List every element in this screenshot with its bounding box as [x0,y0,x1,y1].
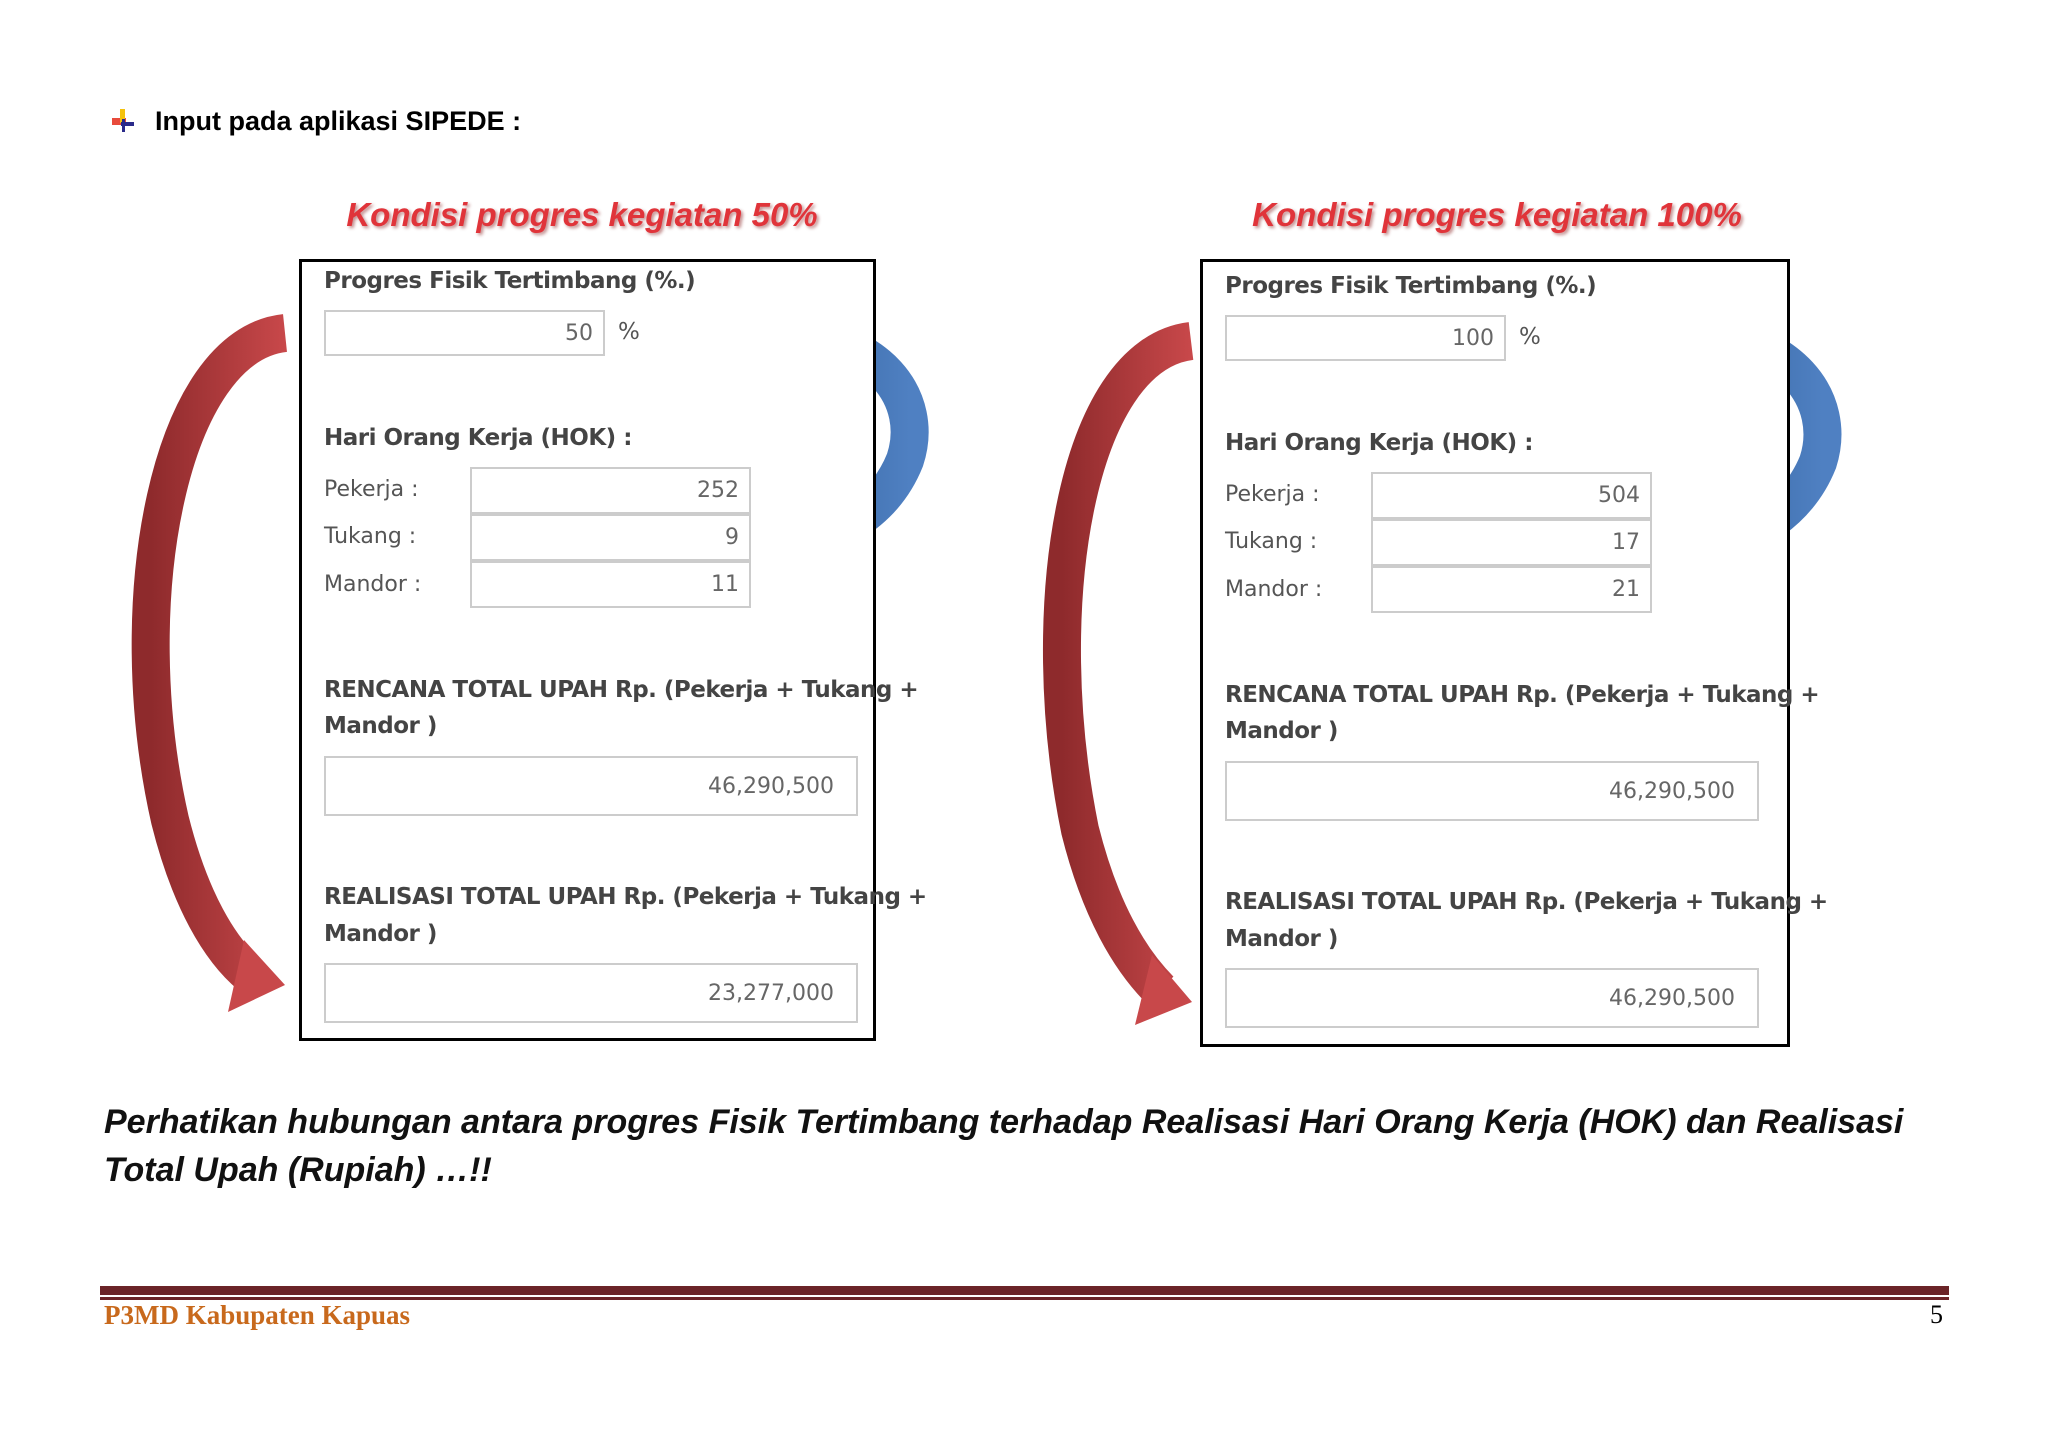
hok-label: Hari Orang Kerja (HOK) : [1225,430,1533,456]
rencana-label-cont: Mandor ) [1225,718,1338,744]
sipede-form-100 [1200,259,1828,1047]
realisasi-input[interactable]: 23,277,000 [324,963,858,1023]
panel-title-100: Kondisi progres kegiatan 100% [1252,196,1742,233]
rencana-input[interactable]: 46,290,500 [1225,761,1759,821]
realisasi-label: REALISASI TOTAL UPAH Rp. (Pekerja + Tukang + [1225,889,1828,915]
tukang-label: Tukang : [324,524,417,549]
pekerja-label: Pekerja : [324,477,419,502]
pekerja-input[interactable]: 252 [470,467,751,514]
percent-sign: % [1519,324,1541,350]
percent-sign: % [618,319,640,345]
mandor-input[interactable]: 11 [470,561,751,608]
progress-input[interactable]: 100 [1225,315,1506,361]
realisasi-label-cont: Mandor ) [324,921,437,947]
red-arrow-right-icon [1062,341,1192,1025]
footer-divider [100,1286,1949,1297]
rencana-label-cont: Mandor ) [324,713,437,739]
panel-title-50: Kondisi progres kegiatan 50% [346,196,818,233]
progress-label: Progres Fisik Tertimbang (%.) [324,268,696,294]
footer-text: P3MD Kabupaten Kapuas [104,1300,411,1330]
tukang-input[interactable]: 9 [470,514,751,561]
mandor-label: Mandor : [324,572,422,597]
pekerja-input[interactable]: 504 [1371,472,1652,519]
red-arrow-left-icon [151,333,285,1012]
page-number: 5 [1930,1300,1943,1329]
mandor-label: Mandor : [1225,577,1323,602]
tukang-input[interactable]: 17 [1371,519,1652,566]
sipede-form-50 [299,259,927,1041]
note-line-2: Total Upah (Rupiah) …!! [104,1151,492,1189]
section-heading: Input pada aplikasi SIPEDE : [155,106,522,136]
progress-label: Progres Fisik Tertimbang (%.) [1225,273,1597,299]
progress-input[interactable]: 50 [324,310,605,356]
rencana-input[interactable]: 46,290,500 [324,756,858,816]
realisasi-label-cont: Mandor ) [1225,926,1338,952]
realisasi-label: REALISASI TOTAL UPAH Rp. (Pekerja + Tukang + [324,884,927,910]
rencana-label: RENCANA TOTAL UPAH Rp. (Pekerja + Tukang + [1225,682,1820,708]
realisasi-input[interactable]: 46,290,500 [1225,968,1759,1028]
tukang-label: Tukang : [1225,529,1318,554]
note-line-1: Perhatikan hubungan antara progres Fisik Tertimbang terhadap Realisasi Hari Orang Kerja (HOK) dan Realisasi [104,1103,1904,1141]
hok-label: Hari Orang Kerja (HOK) : [324,425,632,451]
rencana-label: RENCANA TOTAL UPAH Rp. (Pekerja + Tukang + [324,677,919,703]
pekerja-label: Pekerja : [1225,482,1320,507]
mandor-input[interactable]: 21 [1371,566,1652,613]
